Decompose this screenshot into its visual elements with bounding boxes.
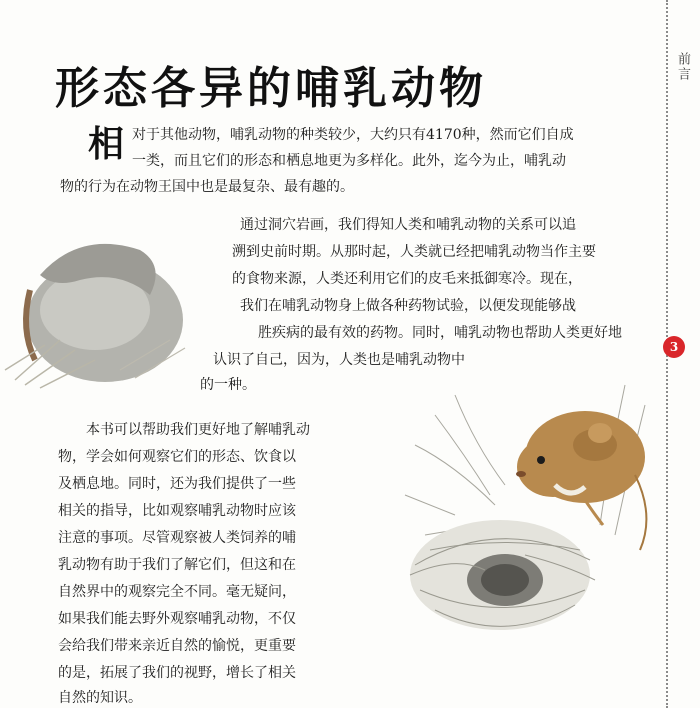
paragraph-line: 自然的知识。 xyxy=(58,690,142,706)
paragraph-line: 通过洞穴岩画，我们得知人类和哺乳动物的关系可以追 xyxy=(240,217,576,233)
drop-cap: 相 xyxy=(88,123,125,165)
section-label: 前言 xyxy=(675,52,690,82)
page-title: 形态各异的哺乳动物 xyxy=(55,63,487,114)
rock-illustration xyxy=(0,220,200,395)
paragraph-line: 及栖息地。同时，还为我们提供了一些 xyxy=(58,476,296,492)
intro-line: 对于其他动物，哺乳动物的种类较少，大约只有4170种，然而它们自成 xyxy=(132,127,574,143)
paragraph-line: 溯到史前时期。从那时起，人类就已经把哺乳动物当作主要 xyxy=(232,244,596,260)
paragraph-line: 的一种。 xyxy=(200,377,256,393)
paragraph-line: 的是，拓展了我们的视野，增长了相关 xyxy=(58,665,296,681)
paragraph-line: 自然界中的观察完全不同。毫无疑问， xyxy=(58,584,296,600)
paragraph-line: 胜疾病的最有效的药物。同时，哺乳动物也帮助人类更好地 xyxy=(258,325,622,341)
paragraph-line: 乳动物有助于我们了解它们，但这和在 xyxy=(58,557,296,573)
paragraph-line: 如果我们能去野外观察哺乳动物，不仅 xyxy=(58,611,296,627)
intro-line: 一类，而且它们的形态和栖息地更为多样化。此外，迄今为止，哺乳动 xyxy=(132,153,566,169)
paragraph-line: 我们在哺乳动物身上做各种药物试验，以便发现能够战 xyxy=(240,298,576,314)
harvest-mouse-illustration xyxy=(395,375,670,665)
page-number-badge: 3 xyxy=(663,336,685,358)
paragraph-line: 物，学会如何观察它们的形态、饮食以 xyxy=(58,449,296,465)
intro-line: 物的行为在动物王国中也是最复杂、最有趣的。 xyxy=(60,179,354,195)
paragraph-line: 会给我们带来亲近自然的愉悦，更重要 xyxy=(58,638,296,654)
paragraph-line: 的食物来源，人类还利用它们的皮毛来抵御寒冷。现在， xyxy=(232,271,582,287)
paragraph-line: 注意的事项。尽管观察被人类饲养的哺 xyxy=(58,530,296,546)
paragraph-line: 认识了自己，因为，人类也是哺乳动物中 xyxy=(213,352,465,368)
paragraph-line: 相关的指导，比如观察哺乳动物时应该 xyxy=(58,503,296,519)
paragraph-line: 本书可以帮助我们更好地了解哺乳动 xyxy=(86,422,310,438)
